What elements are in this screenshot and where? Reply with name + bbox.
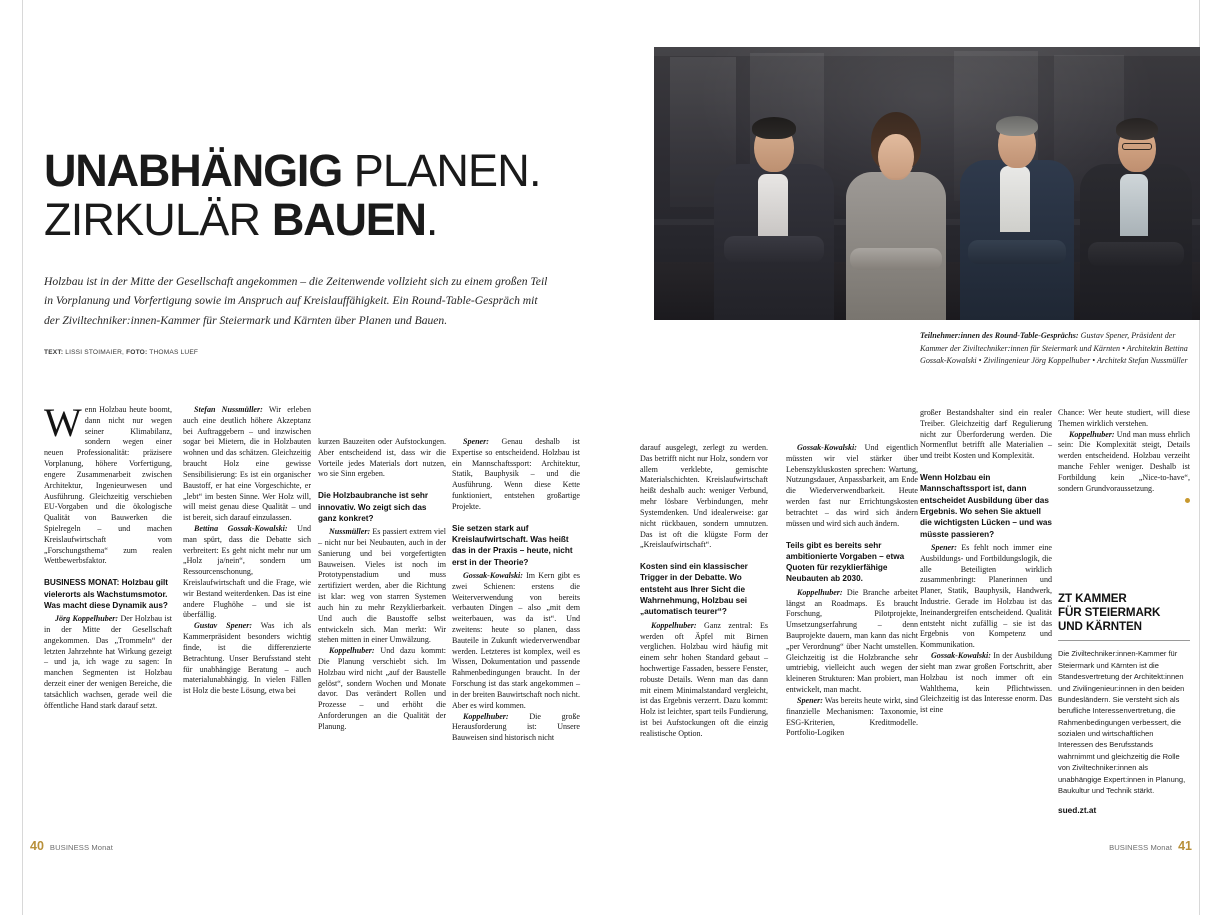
answer-text: Wir erleben auch eine deutlich höhere Akzeptanz bei Auftraggebern – und inzwischen sogar bei Mietern, die in Holzbauten wohnen und das schätzen. Gleichzeitig braucht Holz eine gewisse Sensibilisierung: Es ist ein organischer Baustoff, er hat eine Vorgeschichte, er „lebt“ im besten Sinne. Wer Holz will, will meist genau diese Qualität – und ist bereit, sich darauf einzulassen. — [183, 405, 311, 523]
answer-text: Und man spürt, dass die Debatte sich verbreitert: Es geht nicht mehr nur um „Holz ja/nein“, sondern um Ressourcenschonung, Kreislaufwirtschaft und die Frage, wie wir Bestand weiterdenken. Das ist eine andere Flughöhe – und sie ist überfällig. — [183, 523, 311, 620]
person-stefan-nussmueller — [1078, 98, 1196, 320]
answer-text: Der Holzbau ist in der Mitte der Gesellschaft angekommen. Das „Trommeln“ der letzten Jahrzehnte hat Wirkung gezeigt – und ja, ich wage zu sagen: In manchen Segmenten ist Holzbau derzeit einer der wenigen Bereiche, die tatsächlich wachsen, gerade weil die öffentliche Hand stark darauf setzt. — [44, 614, 172, 710]
info-box-url[interactable]: sued.zt.at — [1058, 805, 1097, 816]
text-column-5 — [640, 443, 768, 740]
answer-text: Im Kern gibt es zwei Schienen: erstens die Weiterverwendung von bereits verbauten Dingen – also „mit dem weiterbauen, was da ist“. Und zweitens: heute so planen, dass Bauteile in Zukunft wiederverwendbar werden. Letzteres ist komplex, weil es Wissen, Dokumentation und passende Rahmenbedingungen braucht. In der Forschung ist das stark angekommen – in der breiten Bauwirtschaft noch nicht. Aber es wird kommen. — [452, 570, 580, 710]
byline-photo-label: FOTO: — [126, 349, 148, 357]
speaker-name: Gossak-Kowalski: — [797, 443, 857, 452]
speaker-name: Nussmüller: — [329, 527, 371, 537]
text-column-1 — [44, 400, 172, 711]
headline-word-bauen: BAUEN — [271, 194, 426, 246]
round-table-photo — [654, 47, 1200, 320]
speaker-name: Spener: — [463, 437, 489, 446]
headline-period: . — [425, 194, 438, 246]
byline-author: LISSI STOIMAIER, — [63, 349, 127, 357]
answer-paragraph — [183, 621, 311, 697]
answer-text: Was ich als Kammerpräsident besonders wichtig finde, ist die differenzierte Betrachtung. Unser Berufsstand steht für unabhängige Beratung – auch materialunabhängig. In vielen Fällen ist Holz die beste Lösung, etwa bei — [183, 621, 311, 696]
byline — [44, 349, 614, 356]
headline-word-zirkular: ZIRKULÄR — [44, 194, 272, 246]
speaker-name: Spener: — [797, 695, 823, 705]
answer-text: In der Ausbildung sieht man zwar großen Fortschritt, aber Holzbau ist noch immer oft ein Wahlthema, kein Pflichtwissen. Gleichzeitig ist das Interesse enorm. Das ist eine — [920, 651, 1052, 715]
info-box-divider — [1058, 640, 1190, 641]
page-trim-line-left — [22, 0, 23, 915]
question-heading: Sie setzen stark auf Kreislaufwirtschaft. Was heißt das in der Praxis – heute, nicht erst in der Theorie? — [452, 523, 573, 567]
answer-text: Es passiert extrem viel – nicht nur bei Neubauten, auch in der Sanierung und bei vorgefertigten Bauweisen. Vieles ist noch im Prototypenstadium und muss zertifiziert werden, aber die Richtung ist klar: weg von starren Systemen auch hin zu mehr Rezyklierbarkeit. Und auch die Baustoffe selbst entwickeln sich. Man merkt: Wir stehen mitten in einer Umwälzung. — [318, 527, 446, 645]
page-number-right: 41 — [1178, 839, 1192, 853]
speaker-name: Gossak-Kowalski: — [463, 570, 523, 580]
text-column-6 — [786, 443, 918, 739]
photo-caption — [920, 330, 1200, 368]
answer-text: Genau deshalb ist Expertise so entscheidend. Holzbau ist ein Mannschaftssport: Architektur, Statik, Bauphysik – und die Ausführung. Wenn diese Kette funktioniert, entstehen großartige Projekte. — [452, 437, 580, 511]
question-heading: Teils gibt es bereits sehr ambitionierte Vorgaben – etwa Quoten für rezyklierfähige Neubauten ab 2030. — [786, 540, 905, 584]
info-box-title-line-3: UND KÄRNTEN — [1058, 619, 1142, 633]
speaker-name: Spener: — [931, 542, 957, 552]
byline-text-label: TEXT: — [44, 349, 64, 357]
answer-paragraph — [452, 571, 580, 712]
question-heading: BUSINESS MONAT: Holzbau gilt vielerorts als Wachstumsmotor. Was macht diese Dynamik aus? — [44, 578, 169, 610]
glasses-icon — [1122, 143, 1152, 150]
answer-text: Was bereits heute wirkt, sind finanzielle Mechanismen: Taxonomie, ESG-Kriterien, Kreditmodelle. Portfolio-Logiken — [786, 695, 918, 738]
caption-body: Gustav Spener, Präsident der Kammer der Ziviltechniker:innen für Steiermark und Kärnten • Architektin Bettina Gossak-Kowalski • Zivilingenieur Jörg Koppelhuber • Architekt Stefan Nussmüller — [920, 331, 1188, 366]
answer-text: Und dazu kommt: Die Planung verschiebt sich. Im Holzbau wird nicht „auf der Baustelle gelöst“, sondern Wochen und Monate davor. Das verändert Rollen und Prozesse – und erhöht die Anforderungen an die Qualität der Planung. — [318, 646, 446, 731]
caption-lead: Teilnehmer:innen des Round-Table-Gesprächs: — [920, 331, 1079, 340]
article-end-marker-line — [1058, 496, 1190, 507]
speaker-name: Gustav Spener: — [194, 621, 253, 631]
shirt — [1000, 166, 1030, 232]
speaker-name: Koppelhuber: — [329, 646, 375, 656]
hair — [752, 117, 796, 139]
magazine-name-left: BUSINESS Monat — [49, 843, 113, 852]
speaker-name: Stefan Nussmüller: — [194, 405, 263, 414]
footer-left-page — [30, 839, 113, 853]
shirt — [758, 174, 788, 236]
text-column-7 — [920, 408, 1052, 716]
answer-paragraph — [183, 405, 311, 524]
speaker-name: Gossak-Kowalski: — [931, 651, 991, 661]
answer-paragraph — [318, 646, 446, 733]
speaker-name: Bettina Gossak-Kowalski: — [194, 523, 288, 533]
answer-paragraph — [183, 524, 311, 621]
answer-paragraph — [452, 712, 580, 744]
answer-text: Ganz zentral: Es werden oft Äpfel mit Birnen verglichen. Holzbau wird häufig mit einem sehr hohen Standard gebaut – hochwertige Fassaden, bessere Fenster, robuste Details. Wenn man das dann mit einem Minimalstandard vergleicht, ist das Ergebnis verzerrt. Dazu kommt: Holz ist leichter, spart teils Fundierung, ist bei Aufstockungen oft die einzig realistische Option. — [640, 620, 768, 738]
continuation-paragraph: großer Bestandshalter sind ein realer Treiber. Gleichzeitig darf Regulierung nicht zur Überforderung werden. Die Normenflut betrifft alle Materialien – und treibt Kosten und Komplexität. — [920, 408, 1052, 461]
answer-paragraph — [44, 614, 172, 711]
info-box-body: Die Ziviltechniker:innen-Kammer für Steiermark und Kärnten ist die Standesvertretung der Architekt:innen und Zivilingenieur:innen in den beiden Bundesländern. Sie versteht sich als berufliche Interessenvertretung, die Rahmenbedingungen verbessert, die sozialen und wirtschaftlichen Interessen des Berufsstands wahrnimmt und gleichzeitig die Rolle von Ziviltechniker:innen als unabhängige Expert:innen in Planung, Baukultur und Technik stärkt. — [1058, 649, 1186, 796]
person-bettina-gossak-kowalski — [840, 106, 952, 320]
answer-paragraph — [920, 543, 1052, 651]
info-box-title-line-2: FÜR STEIERMARK — [1058, 605, 1161, 619]
answer-text: Die Branche arbeitet längst an Roadmaps. Es braucht Forschung, Pilotprojekte, Umsetzungserfahrung – denn Bauprojekte dauern, man kann das nicht „per Verordnung“ über Nacht umstellen. Gleichzeitig ist die Holzbranche sehr umtriebig, vielleicht auch wegen der kleineren Strukturen: Man probiert, man entwickelt, man macht. — [786, 587, 918, 695]
person-gustav-spener — [710, 102, 836, 320]
answer-paragraph — [452, 437, 580, 513]
answer-text: Es fehlt noch immer eine Ausbildungs- und Fortbildungslogik, die alle Beteiligten wirklich zusammenbringt: Planerinnen und Planer, Statik, Bauphysik, Handwerk, Industrie. Gerade im Holzbau ist das Ineinandergreifen entscheidend. Qualität entsteht nicht zufällig – sie ist das Ergebnis von Kompetenz und Kommunikation. — [920, 542, 1052, 650]
text-column-2 — [183, 405, 311, 697]
answer-paragraph — [920, 651, 1052, 716]
headline-word-planen: PLANEN. — [342, 145, 541, 196]
continuation-paragraph: kurzen Bauzeiten oder Aufstockungen. Aber entscheidend ist, dass wir die Vorteile jedes Materials dort nutzen, wo sie Sinn ergeben. — [318, 437, 446, 479]
article-end-dot-icon — [1185, 498, 1190, 503]
person-joerg-koppelhuber — [956, 94, 1078, 320]
hair — [1116, 118, 1158, 140]
answer-paragraph — [786, 696, 918, 739]
answer-text: Und man muss ehrlich sein: Die Komplexität steigt, Details werden entscheidend. Holzbau verzeiht manche Fehler weniger. Deshalb ist Fortbildung kein „Nice-to-have“, sondern Grundvoraussetzung. — [1058, 429, 1190, 493]
speaker-name: Koppelhuber: — [651, 620, 697, 630]
crossed-arms — [724, 236, 824, 262]
headline-block — [44, 145, 614, 357]
intro-paragraph: Wenn Holzbau heute boomt, dann nicht nur wegen seiner Klimabilanz, sondern wegen einer neuen Professionalität: präzisere Vorplanung, höhere Vorfertigung, engere Zusammenarbeit zwischen Architektur, Ingenieurwesen und Ausführung. Gleichzeitig verschieben EU-Vorgaben und die ökologische Qualität von Bauwerken die Spielregeln – und machen Kreislaufwirtschaft vom „Forschungsthema“ zum realen Wettbewerbsfaktor. — [44, 400, 172, 566]
question-heading: Wenn Holzbau ein Mannschaftssport ist, dann entscheidet Ausbildung über das Ergebnis. Wo sehen Sie aktuell die wichtigsten Lücken – und was müsste passieren? — [920, 473, 1052, 539]
ceiling-beam — [654, 47, 1200, 56]
face-front — [878, 134, 914, 178]
info-box-title-line-1: ZT KAMMER — [1058, 592, 1127, 605]
headline-word-unabhaengig: UNABHÄNGIG — [44, 145, 342, 196]
speaker-name: Jörg Koppelhuber: — [55, 614, 119, 624]
crossed-arms — [850, 248, 942, 270]
question-heading: Die Holzbaubranche ist sehr innovativ. Wo zeigt sich das ganz konkret? — [318, 491, 429, 523]
headline-line-2 — [44, 194, 614, 246]
answer-paragraph — [640, 621, 768, 740]
headline-line-1 — [44, 145, 614, 196]
answer-text: Und eigentlich müssten wir viel stärker über Lebenszykluskosten sprechen: Wartung, Nutzungsdauer, Anpassbarkeit, am Ende die Wiederverwendbarkeit. Heute werden fast nur Errichtungskosten betrachtet – das wird sich ändern müssen und wird sich auch ändern. — [786, 443, 918, 528]
footer-right-page — [1109, 839, 1192, 853]
answer-paragraph — [786, 443, 918, 530]
answer-paragraph — [786, 588, 918, 696]
info-box-zt-kammer — [1058, 592, 1190, 815]
shirt — [1120, 174, 1148, 236]
answer-text: Die große Herausforderung ist: Unsere Bauweisen sind historisch nicht — [452, 711, 580, 743]
magazine-name-right: BUSINESS Monat — [1109, 843, 1173, 852]
speaker-name: Koppelhuber: — [1069, 429, 1115, 439]
answer-paragraph — [1058, 430, 1190, 495]
page-number-left: 40 — [30, 839, 44, 853]
standfirst: Holzbau ist in der Mitte der Gesellschaft angekommen – die Zeitenwende vollzieht sich zu einem großen Teil in Vorplanung und Vorfertigung sowie im Anspruch auf Kreislauffähigkeit. Ein Round-Table-Gespräch mit der Ziviltechniker:innen-Kammer für Steiermark und Kärnten über Planen und Bauen. — [44, 274, 548, 327]
question-heading: Kosten sind ein klassischer Trigger in der Debatte. Wo entsteht aus Ihrer Sicht die Wahrnehmung, Holzbau sei „automatisch teurer“? — [640, 562, 748, 617]
crossed-arms — [1088, 242, 1184, 266]
byline-photographer: THOMAS LUEF — [147, 349, 199, 357]
speaker-name: Koppelhuber: — [463, 711, 509, 721]
info-box-title — [1058, 592, 1190, 633]
crossed-arms — [968, 240, 1066, 264]
answer-paragraph — [318, 527, 446, 646]
text-column-4 — [452, 437, 580, 744]
text-column-3 — [318, 437, 446, 733]
text-column-8 — [1058, 408, 1190, 506]
hair — [996, 116, 1038, 136]
continuation-paragraph: Chance: Wer heute studiert, will diese Themen wirklich verstehen. — [1058, 408, 1190, 428]
speaker-name: Koppelhuber: — [797, 587, 843, 597]
knit-top — [846, 172, 946, 320]
continuation-paragraph: darauf ausgelegt, zerlegt zu werden. Das betrifft nicht nur Holz, sondern vor allem verklebte, gemischte Materialschichten. Kreislaufwirtschaft heißt deshalb auch: weniger Verbund, mehr lösbare Verbindungen, mehr Systemdenken. Und idealerweise: gar nicht rückbauen, sondern umnutzen. Das ist oft die klügste Form der „Kreislaufwirtschaft“. — [640, 443, 768, 550]
